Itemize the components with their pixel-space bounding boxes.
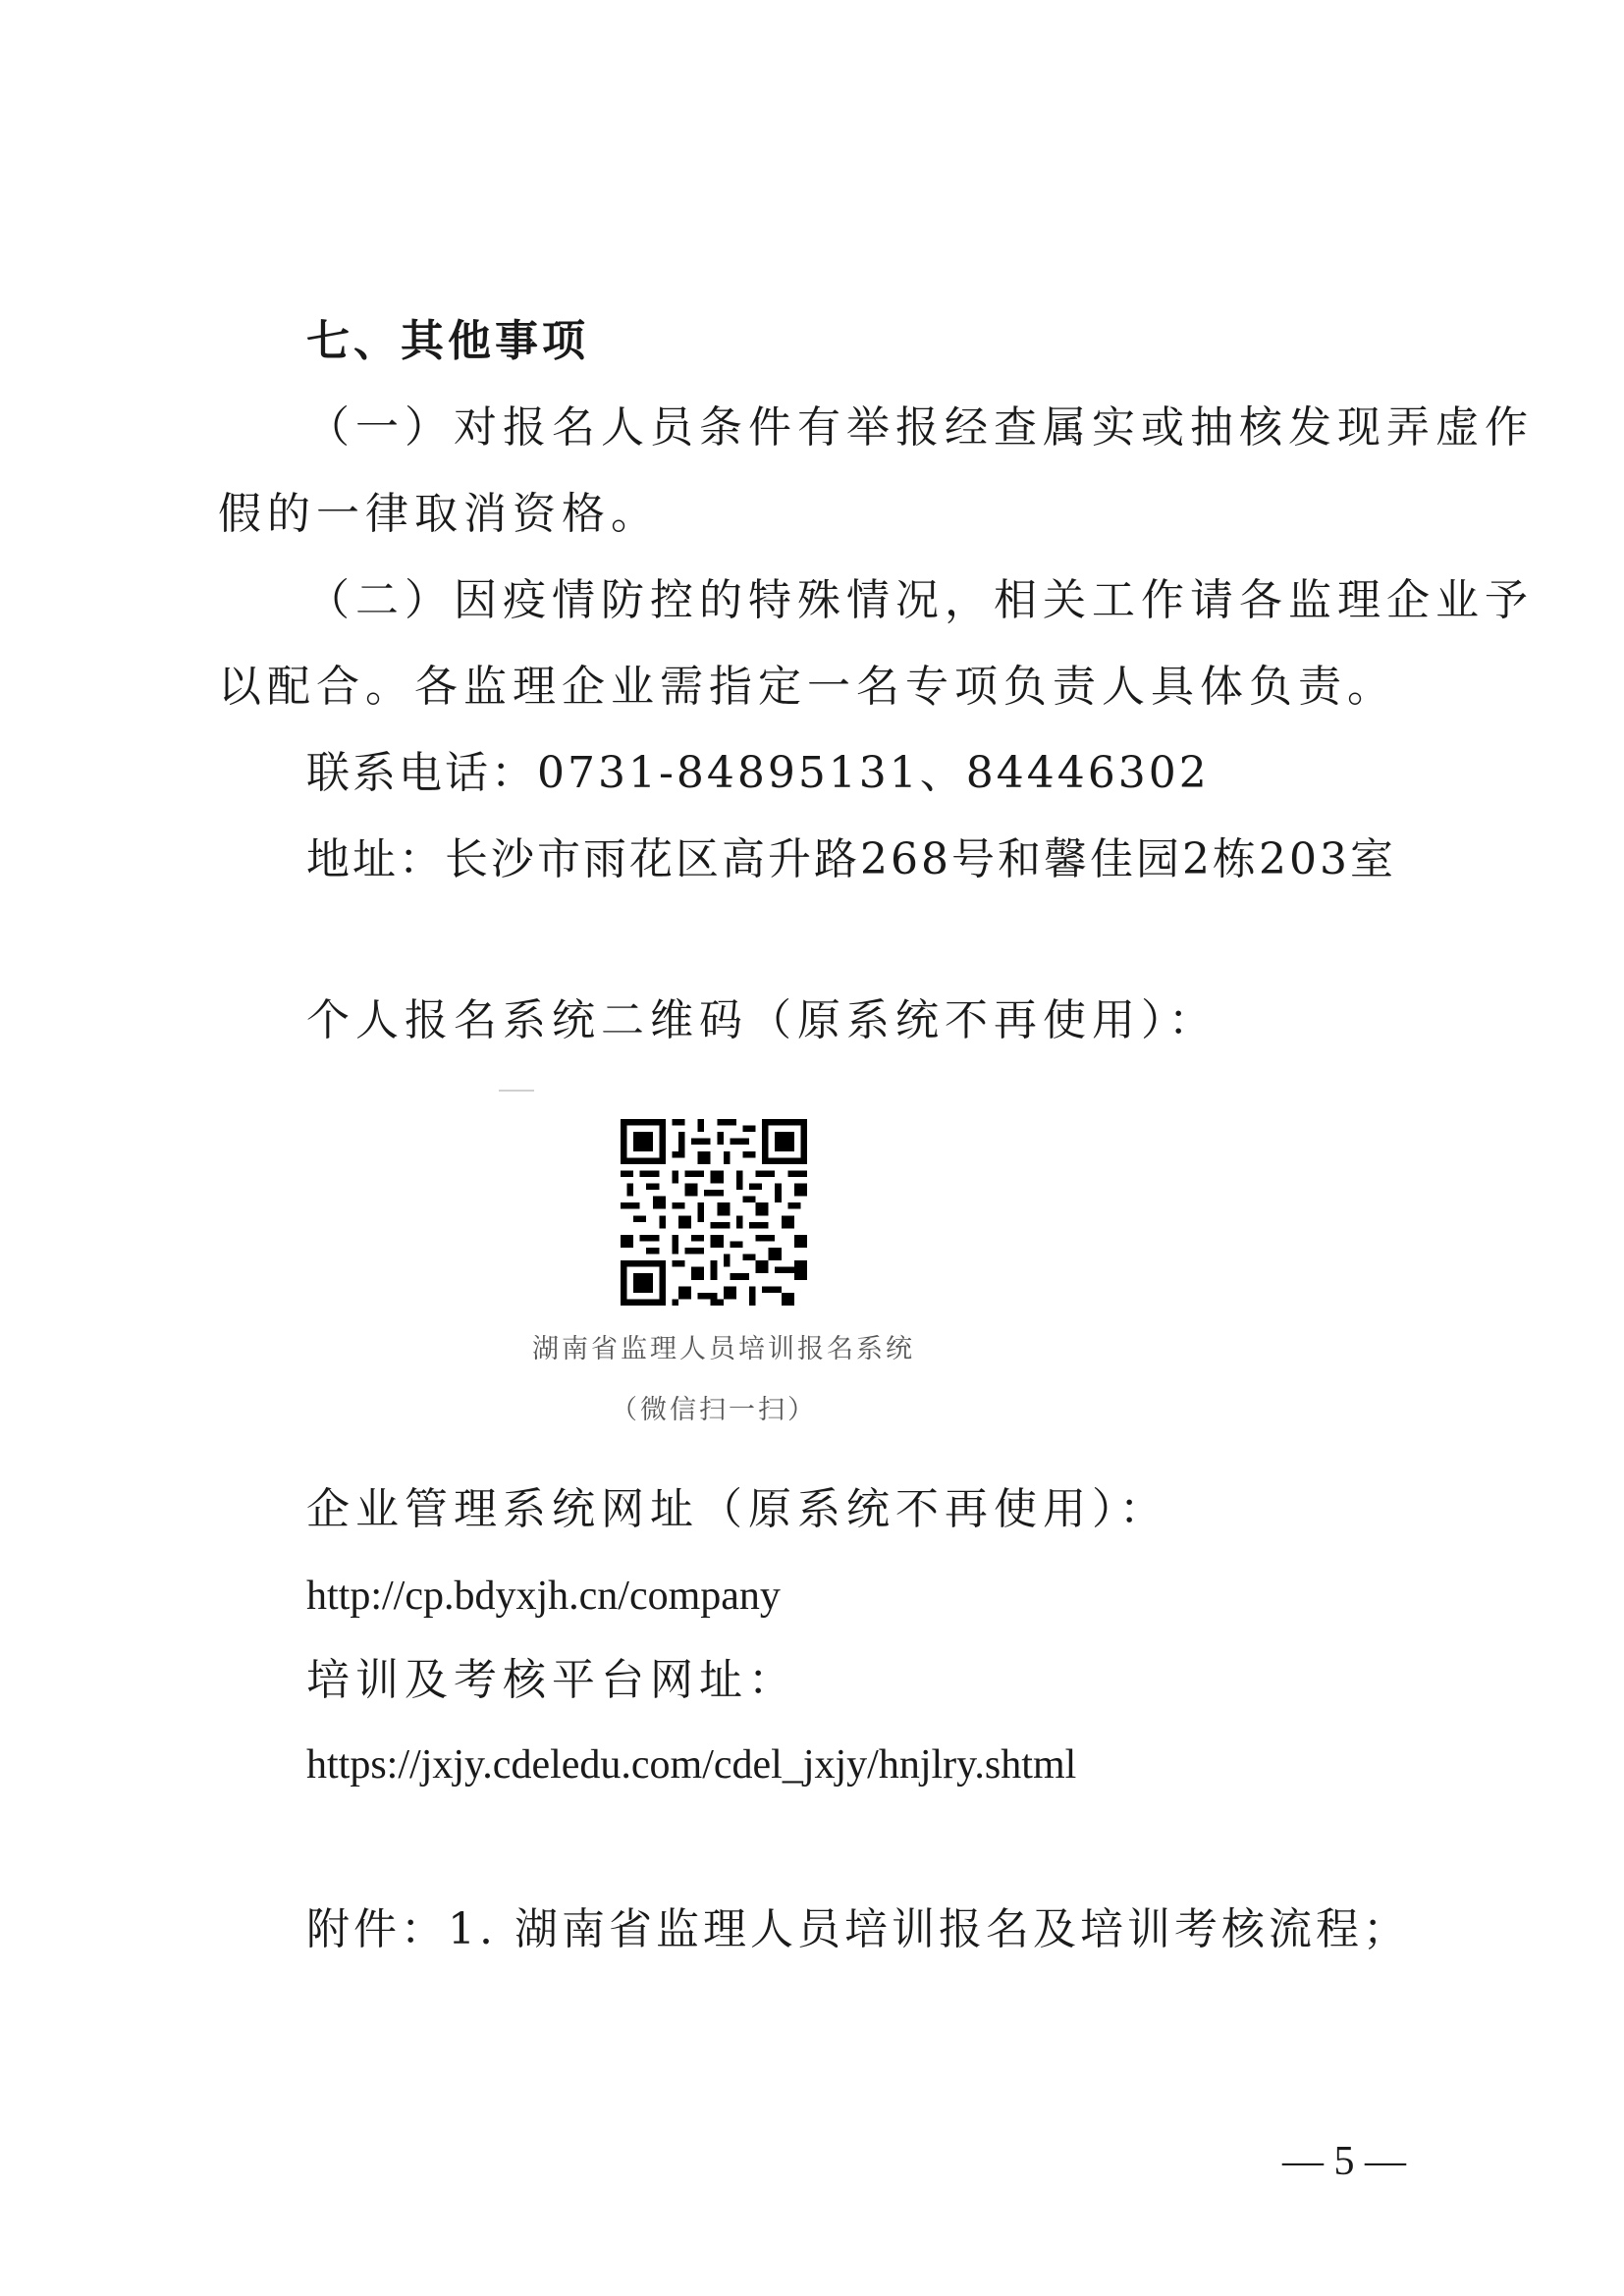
training-platform-label: 培训及考核平台网址： [306, 1655, 797, 1705]
qr-caption-hint: （微信扫一扫） [611, 1395, 817, 1425]
item1-line2: 假的一律取消资格。 [218, 489, 660, 539]
attachment-line: 附件：1. 湖南省监理人员培训报名及培训考核流程； [306, 1904, 1410, 1954]
company-system-url[interactable]: http://cp.bdyxjh.cn/company [306, 1574, 781, 1619]
item2-line2: 以配合。各监理企业需指定一名专项负责人具体负责。 [218, 662, 1396, 712]
divider [499, 1090, 534, 1092]
item1-line1: （一）对报名人员条件有举报经查属实或抽核发现弄虚作 [306, 402, 1534, 453]
item2-line1: （二）因疫情防控的特殊情况，相关工作请各监理企业予 [306, 575, 1534, 625]
training-platform-url[interactable]: https://jxjy.cdeledu.com/cdel_jxjy/hnjlry.shtml [306, 1742, 1077, 1788]
qr-code [621, 1119, 807, 1306]
contact-phone: 联系电话：0731-84895131、84446302 [306, 748, 1210, 798]
section-heading: 七、其他事项 [306, 316, 589, 366]
qr-code-icon [621, 1119, 807, 1306]
contact-address: 地址：长沙市雨花区高升路268号和馨佳园2栋203室 [306, 834, 1396, 884]
qr-caption-title: 湖南省监理人员培训报名系统 [532, 1334, 915, 1364]
qr-intro: 个人报名系统二维码（原系统不再使用）： [306, 995, 1218, 1045]
company-system-label: 企业管理系统网址（原系统不再使用）： [306, 1484, 1168, 1534]
page-number: — 5 — [1282, 2139, 1406, 2184]
